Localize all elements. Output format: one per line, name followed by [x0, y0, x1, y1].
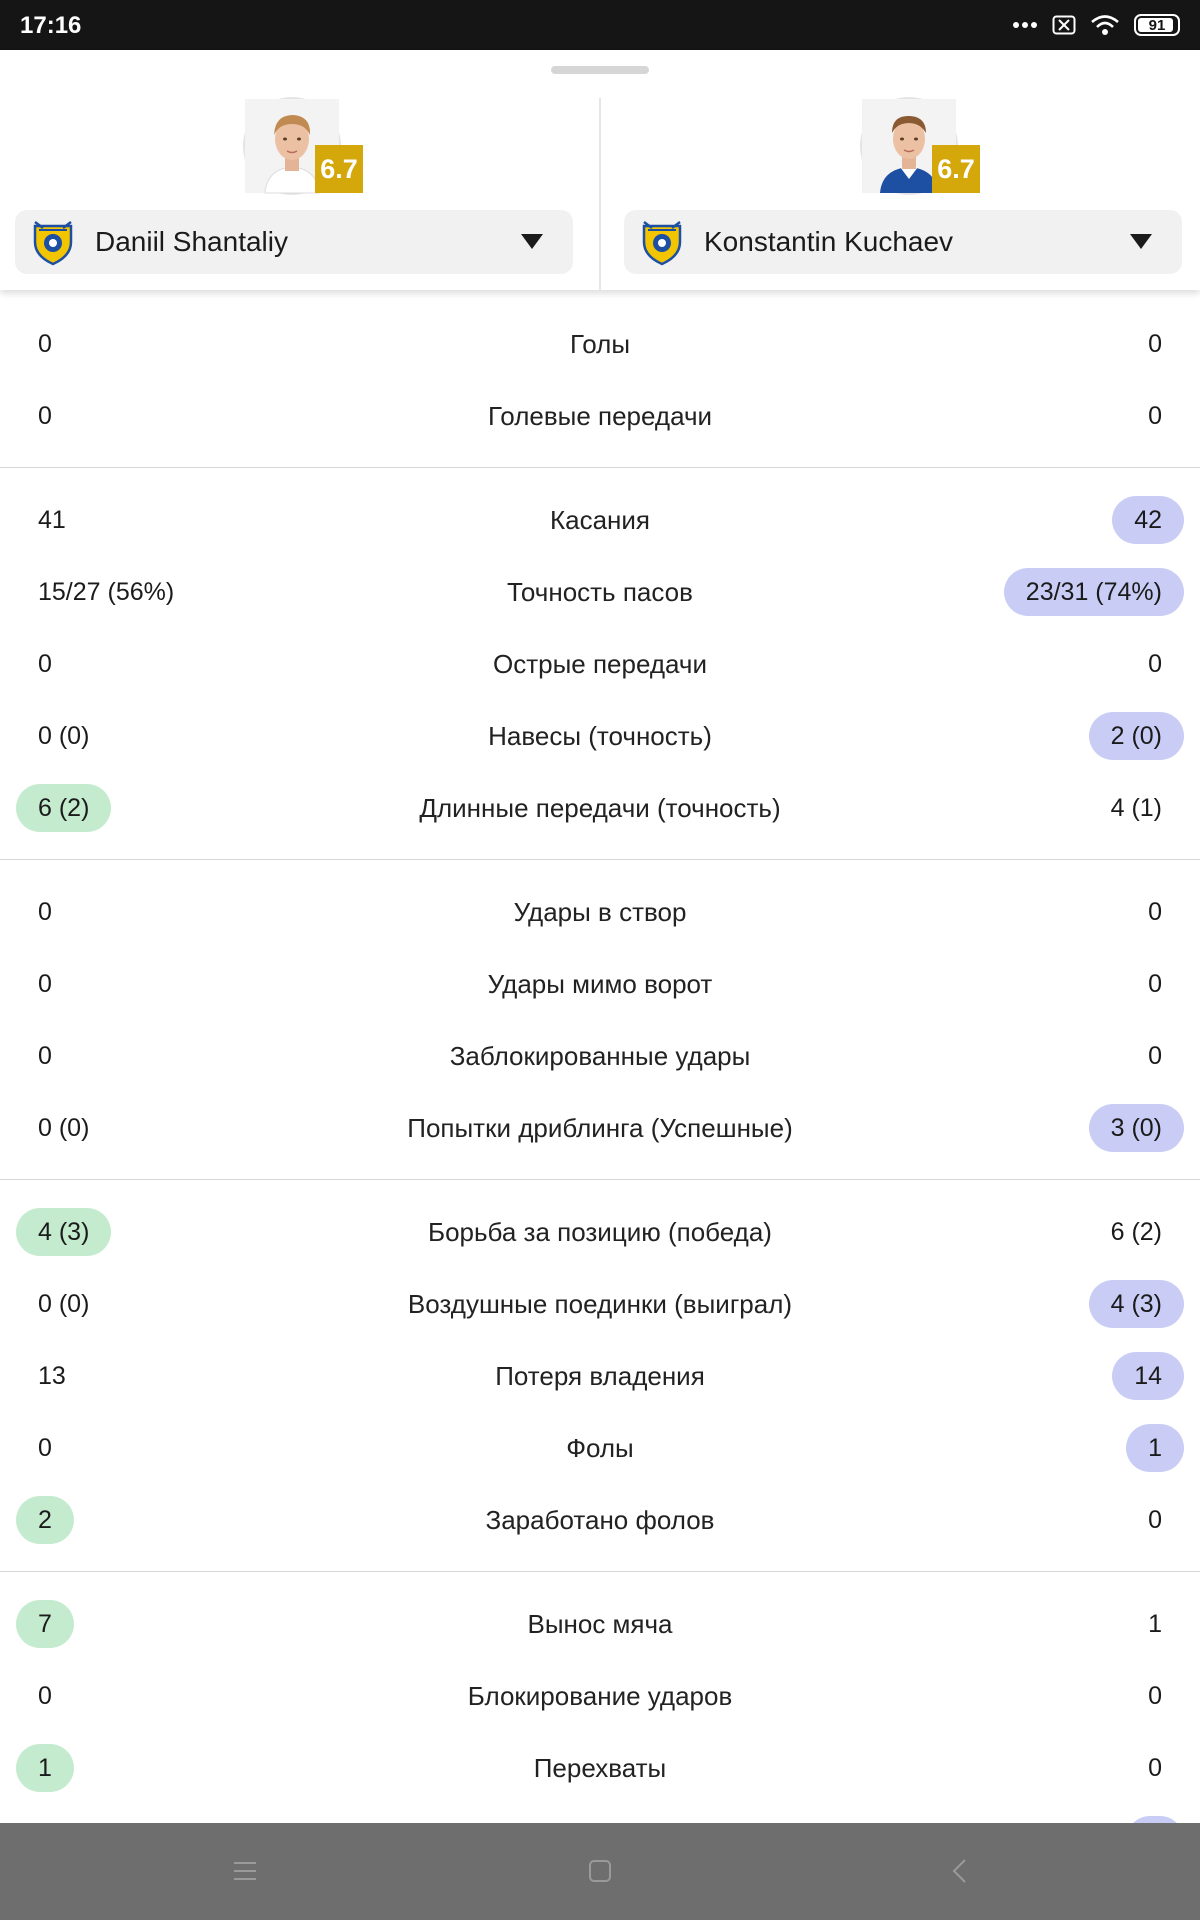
stat-label: Борьба за позицию (победа) [428, 1217, 772, 1247]
stat-right-value: 4 (3) [1089, 1280, 1184, 1328]
stat-left-value: 0 (0) [38, 1290, 90, 1318]
stat-right-value: 0 [1148, 1754, 1162, 1782]
stat-row [0, 1092, 1200, 1164]
stat-right-value: 0 [1148, 970, 1162, 998]
stat-left-value: 0 [38, 1434, 52, 1462]
menu-icon[interactable] [225, 1851, 265, 1891]
player-right [624, 50, 1194, 290]
stat-row [0, 1588, 1200, 1660]
stat-left-value: 6 (2) [16, 784, 111, 832]
stat-row [0, 380, 1200, 452]
group-divider [0, 1571, 1200, 1572]
stat-left-value: 0 (0) [38, 1114, 90, 1142]
stats-list [0, 290, 1200, 1876]
stat-row [0, 1412, 1200, 1484]
stat-label: Удары мимо ворот [487, 969, 713, 999]
player-right-name: Konstantin Kuchaev [704, 226, 954, 257]
stat-right-value: 23/31 (74%) [1004, 568, 1184, 616]
stat-left-value: 0 [38, 1682, 52, 1710]
stat-row [0, 308, 1200, 380]
battery-icon [1134, 14, 1180, 36]
stat-right-value: 1 [1148, 1610, 1162, 1638]
stat-label: Острые передачи [493, 649, 707, 679]
stat-left-value: 15/27 (56%) [38, 578, 175, 606]
stat-row [0, 876, 1200, 948]
club-logo-icon [638, 218, 686, 266]
more-dots-icon [1012, 21, 1038, 29]
stat-label: Заблокированные удары [449, 1041, 751, 1071]
stat-label: Потеря владения [495, 1361, 705, 1391]
cut-off-row [0, 290, 1200, 308]
stat-right-value: 42 [1112, 496, 1184, 544]
stat-left-value: 0 [38, 898, 52, 926]
player-left-rating: 6.7 [315, 145, 363, 193]
stat-label: Фолы [566, 1433, 634, 1463]
group-divider [0, 1179, 1200, 1180]
stat-row [0, 772, 1200, 844]
stat-label: Воздушные поединки (выиграл) [407, 1289, 793, 1319]
stat-right-value: 0 [1148, 898, 1162, 926]
player-left-name: Daniil Shantaliy [95, 226, 288, 257]
stat-label: Точность пасов [507, 577, 693, 607]
player-right-selector[interactable] [624, 210, 1182, 274]
stat-right-value: 0 [1148, 650, 1162, 678]
stat-right-value: 1 [1126, 1424, 1184, 1472]
no-sim-icon [1052, 15, 1076, 35]
status-bar [0, 0, 1200, 50]
stat-label: Перехваты [533, 1753, 667, 1783]
stat-label: Касания [549, 505, 651, 535]
stat-row [0, 948, 1200, 1020]
stat-right-value: 3 (0) [1089, 1104, 1184, 1152]
home-icon[interactable] [580, 1851, 620, 1891]
stat-right-value: 0 [1148, 402, 1162, 430]
dropdown-caret-icon [521, 234, 543, 249]
stat-row [0, 1020, 1200, 1092]
stat-left-value: 0 [38, 402, 52, 430]
stat-left-value: 0 [38, 970, 52, 998]
battery-level: 91 [1148, 16, 1166, 34]
stat-left-value: 1 [16, 1744, 74, 1792]
stat-right-value: 14 [1112, 1352, 1184, 1400]
stat-right-value: 6 (2) [1110, 1218, 1162, 1246]
stat-row [0, 1340, 1200, 1412]
stat-row [0, 1732, 1200, 1804]
stat-row [0, 1660, 1200, 1732]
stat-label: Блокирование ударов [467, 1681, 733, 1711]
player-compare-header [0, 50, 1200, 290]
stat-row [0, 1484, 1200, 1556]
stat-left-value: 0 (0) [38, 722, 90, 750]
stat-right-value: 4 (1) [1110, 794, 1162, 822]
stat-row [0, 1196, 1200, 1268]
stat-left-value: 13 [38, 1362, 66, 1390]
group-divider [0, 467, 1200, 468]
stat-label: Заработано фолов [485, 1505, 715, 1535]
player-right-rating: 6.7 [932, 145, 980, 193]
wifi-icon [1090, 14, 1120, 36]
dropdown-caret-icon [1130, 234, 1152, 249]
player-compare-sheet [0, 50, 1200, 1823]
player-left-selector[interactable] [15, 210, 573, 274]
stat-label: Голы [569, 329, 631, 359]
stat-right-value: 0 [1148, 1506, 1162, 1534]
back-icon[interactable] [940, 1851, 980, 1891]
status-icons [1012, 10, 1180, 40]
stat-left-value: 4 (3) [16, 1208, 111, 1256]
stat-label: Длинные передачи (точность) [419, 793, 781, 823]
stat-row [0, 700, 1200, 772]
stat-right-value: 0 [1148, 1682, 1162, 1710]
group-divider [0, 859, 1200, 860]
stat-left-value: 0 [38, 330, 52, 358]
stat-left-value: 0 [38, 650, 52, 678]
stat-right-value: 0 [1148, 330, 1162, 358]
stat-left-value: 41 [38, 506, 66, 534]
stat-left-value: 2 [16, 1496, 74, 1544]
club-logo-icon [29, 218, 77, 266]
stat-label: Попытки дриблинга (Успешные) [407, 1113, 793, 1143]
stat-row [0, 484, 1200, 556]
stat-row [0, 556, 1200, 628]
stat-right-value: 2 (0) [1089, 712, 1184, 760]
stat-left-value: 7 [16, 1600, 74, 1648]
stat-row [0, 628, 1200, 700]
header-divider [599, 98, 601, 290]
system-nav-bar [0, 1823, 1200, 1920]
stat-left-value: 0 [38, 1042, 52, 1070]
stat-label: Навесы (точность) [488, 721, 712, 751]
stat-right-value: 0 [1148, 1042, 1162, 1070]
status-time: 17:16 [20, 12, 82, 39]
player-left [15, 50, 585, 290]
stat-label: Удары в створ [513, 897, 687, 927]
stat-label: Вынос мяча [527, 1609, 673, 1639]
stat-row [0, 1268, 1200, 1340]
stat-label: Голевые передачи [487, 401, 713, 431]
